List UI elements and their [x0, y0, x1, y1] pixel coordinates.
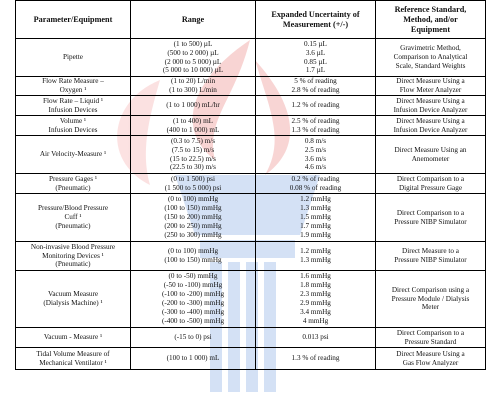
reference-cell [376, 116, 486, 136]
uncertainty-cell-line: 3.6 µL [305, 48, 326, 57]
range-cell-line: (100 to 150) mmHg [164, 204, 222, 213]
range-cell-line: (150 to 200) mmHg [164, 213, 222, 222]
range-cell-line: (22.5 to 30) m/s [170, 163, 216, 172]
range-cell-line: (-50 to -100) mmHg [163, 281, 223, 290]
range-cell [131, 77, 256, 96]
uncertainty-cell [256, 96, 376, 116]
range-cell-line: (100 to 150) mmHg [164, 256, 222, 264]
param-cell-line: Infusion Devices [48, 125, 98, 134]
reference-cell [376, 194, 486, 242]
param-cell [16, 174, 131, 194]
table-header-row [16, 1, 486, 39]
reference-cell-line: Scale, Standard Weights [395, 61, 466, 70]
reference-cell [376, 39, 486, 77]
range-cell [131, 348, 256, 370]
param-cell-line: Vacuum Measure [47, 290, 99, 299]
param-cell-line: Air Velocity-Measure ¹ [39, 150, 107, 159]
range-cell [131, 96, 256, 116]
range-cell [131, 174, 256, 194]
param-cell-line: Volume ¹ [59, 116, 87, 125]
uncertainty-cell [256, 136, 376, 174]
param-cell-line: Vacuum - Measure ¹ [43, 333, 103, 342]
range-cell-line: (1 to 500) µL [173, 39, 213, 48]
reference-cell-line: Pressure Module / Dialysis [391, 294, 470, 303]
reference-cell-line: Direct Comparison to a [396, 208, 465, 217]
range-cell-line: (400 to 1 000) mL [166, 125, 220, 134]
reference-cell-line: Flow Meter Analyzer [399, 86, 462, 94]
uncertainty-cell [256, 328, 376, 348]
uncertainty-cell [256, 174, 376, 194]
reference-cell-line: Direct Measure Using a [396, 96, 465, 105]
table-row [16, 39, 486, 77]
calibration-scope-table [15, 0, 486, 370]
reference-cell-line: Gas Flow Analyzer [402, 358, 459, 367]
uncertainty-cell-line: 2.5 m/s [304, 145, 327, 154]
reference-cell-line: Pressure Standard [404, 337, 457, 346]
param-cell [16, 194, 131, 242]
uncertainty-cell-line: 1.7 µL [305, 66, 326, 75]
reference-cell-line: Direct Measure Using a [396, 116, 465, 125]
range-cell [131, 39, 256, 77]
uncertainty-cell-line: 1.3 mmHg [300, 256, 331, 264]
range-cell-line: (0.3 to 7.5) m/s [170, 136, 216, 145]
uncertainty-cell [256, 348, 376, 370]
param-cell-line: (Dialysis Machine) ¹ [43, 299, 103, 307]
reference-cell-line: Direct Measure Using a [396, 77, 465, 86]
reference-cell [376, 242, 486, 271]
table-row [16, 328, 486, 348]
table-row [16, 96, 486, 116]
param-cell [16, 242, 131, 271]
table-row [16, 116, 486, 136]
uncertainty-cell-line: 2.5 % of reading [291, 116, 340, 125]
param-cell [16, 271, 131, 328]
range-cell [131, 242, 256, 271]
param-cell [16, 39, 131, 77]
header-parameter: Parameter/Equipment [16, 1, 131, 39]
range-cell [131, 328, 256, 348]
range-cell-line: (1 to 1 000) mL/hr [166, 101, 220, 110]
range-cell-line: (1 500 to 5 000) psi [164, 183, 222, 192]
param-cell-line: Flow Rate – Liquid ¹ [42, 96, 104, 105]
uncertainty-cell-line: 3.4 mmHg [300, 307, 331, 316]
reference-cell [376, 174, 486, 194]
table-row [16, 77, 486, 96]
uncertainty-cell-line: 3.6 m/s [304, 154, 327, 163]
reference-cell-line: Infusion Device Analyzer [393, 105, 468, 114]
uncertainty-cell-line: 1.5 mmHg [300, 213, 331, 222]
uncertainty-cell [256, 39, 376, 77]
uncertainty-cell-line: 1.2 mmHg [300, 195, 331, 204]
table-row [16, 242, 486, 271]
table-row [16, 136, 486, 174]
uncertainty-cell-line: 0.8 m/s [304, 136, 327, 145]
param-cell [16, 348, 131, 370]
reference-cell-line: Direct Comparison to a [396, 328, 465, 337]
range-cell-line: (-100 to -200) mmHg [161, 290, 225, 299]
uncertainty-cell-line: 2.3 mmHg [300, 290, 331, 299]
table-row [16, 348, 486, 370]
range-cell-line: (-400 to -500) mmHg [161, 316, 225, 325]
reference-cell-line: Direct Comparison using a [391, 285, 470, 294]
reference-cell-line: Infusion Device Analyzer [393, 125, 468, 134]
table-row [16, 174, 486, 194]
param-cell [16, 328, 131, 348]
range-cell-line: (2 000 to 5 000) µL [164, 57, 222, 66]
param-cell-line: (Pneumatic) [55, 221, 91, 230]
param-cell [16, 77, 131, 96]
reference-cell [376, 271, 486, 328]
range-cell-line: (1 to 20) L/min [170, 77, 216, 86]
param-cell-line: Non-invasive Blood Pressure [30, 242, 116, 251]
range-cell-line: (-200 to -300) mmHg [161, 299, 225, 307]
range-cell-line: (15 to 22.5) m/s [170, 154, 216, 163]
range-cell-line: (100 to 1 000) mL [166, 354, 220, 363]
range-cell-line: (1 to 400) mL [172, 116, 214, 125]
reference-cell-line: Gravimetric Method, [400, 44, 461, 53]
uncertainty-cell-line: 4 mmHg [302, 316, 329, 325]
range-cell-line: (5 000 to 10 000) µL [162, 66, 224, 75]
reference-cell-line: Pressure NIBP Simulator [394, 217, 467, 226]
uncertainty-cell-line: 0.013 psi [302, 333, 329, 342]
uncertainty-cell-line: 1.9 mmHg [300, 230, 331, 239]
uncertainty-cell-line: 1.2 % of reading [291, 101, 340, 110]
reference-cell [376, 96, 486, 116]
reference-cell-line: Direct Comparison to a [396, 174, 465, 183]
range-cell-line: (0 to 1 500) psi [171, 174, 215, 183]
param-cell-line: Flow Rate Measure – [42, 77, 104, 86]
uncertainty-cell-line: 0.2 % of reading [291, 174, 340, 183]
reference-cell-line: Direct Measure to a [402, 247, 459, 256]
reference-cell-line: Direct Measure Using a [396, 349, 465, 358]
reference-cell-line: Direct Measure Using an [394, 145, 467, 154]
header-range: Range [131, 1, 256, 39]
range-cell-line: (1 to 300) L/min [169, 86, 217, 94]
reference-cell [376, 348, 486, 370]
reference-cell [376, 136, 486, 174]
param-cell-line: Monitoring Devices ¹ [42, 251, 104, 260]
uncertainty-cell-line: 0.08 % of reading [289, 183, 342, 192]
param-cell-line: Pressure/Blood Pressure [37, 204, 109, 213]
range-cell [131, 116, 256, 136]
reference-cell-line: Comparison to Analytical [393, 53, 468, 62]
table-row [16, 271, 486, 328]
reference-cell-line: Digital Pressure Gage [398, 183, 463, 192]
uncertainty-cell-line: 5 % of reading [294, 77, 337, 86]
reference-cell-line: Meter [421, 303, 440, 312]
param-cell-line: Mechanical Ventilator ¹ [39, 358, 107, 367]
uncertainty-cell-line: 1.6 mmHg [300, 272, 331, 281]
uncertainty-cell-line: 1.3 % of reading [291, 125, 340, 134]
range-cell-line: (250 to 300) mmHg [164, 230, 222, 239]
reference-cell [376, 328, 486, 348]
param-cell-line: Cuff ¹ [64, 213, 82, 222]
range-cell-line: (-15 to 0) psi [174, 333, 212, 342]
param-cell-line: Tidal Volume Measure of [36, 349, 110, 358]
uncertainty-cell-line: 4.6 m/s [304, 163, 327, 172]
range-cell [131, 136, 256, 174]
uncertainty-cell-line: 1.3 mmHg [300, 204, 331, 213]
param-cell [16, 136, 131, 174]
param-cell-line: Oxygen ¹ [59, 86, 87, 94]
range-cell-line: (-300 to -400) mmHg [161, 307, 225, 316]
param-cell-line: (Pneumatic) [55, 260, 91, 269]
param-cell-line: Infusion Devices [48, 105, 98, 114]
range-cell-line: (7.5 to 15) m/s [171, 145, 215, 154]
param-cell [16, 96, 131, 116]
uncertainty-cell [256, 194, 376, 242]
range-cell-line: (500 to 2 000) µL [167, 48, 219, 57]
uncertainty-cell-line: 1.3 % of reading [291, 354, 340, 363]
param-cell-line: Pressure Gages ¹ [48, 174, 98, 183]
range-cell-line: (0 to 100) mmHg [167, 195, 219, 204]
uncertainty-cell [256, 77, 376, 96]
uncertainty-cell [256, 242, 376, 271]
uncertainty-cell-line: 2.8 % of reading [291, 86, 340, 94]
range-cell-line: (0 to 100) mmHg [167, 247, 219, 256]
reference-cell-line: Anemometer [411, 154, 450, 163]
table-row [16, 194, 486, 242]
reference-cell [376, 77, 486, 96]
header-reference: Reference Standard, Method, and/or Equipment [376, 1, 486, 39]
uncertainty-cell-line: 0.15 µL [304, 39, 327, 48]
range-cell-line: (0 to -50) mmHg [168, 272, 218, 281]
reference-cell-line: Pressure NIBP Simulator [394, 256, 467, 264]
uncertainty-cell [256, 116, 376, 136]
header-uncertainty: Expanded Uncertainty of Measurement (+/-) [256, 1, 376, 39]
range-cell-line: (200 to 250) mmHg [164, 221, 222, 230]
range-cell [131, 271, 256, 328]
uncertainty-cell [256, 271, 376, 328]
param-cell [16, 116, 131, 136]
param-cell-line: (Pneumatic) [55, 183, 91, 192]
uncertainty-cell-line: 1.7 mmHg [300, 221, 331, 230]
uncertainty-cell-line: 2.9 mmHg [300, 299, 331, 307]
uncertainty-cell-line: 1.8 mmHg [300, 281, 331, 290]
uncertainty-cell-line: 0.85 µL [304, 57, 327, 66]
range-cell [131, 194, 256, 242]
uncertainty-cell-line: 1.2 mmHg [300, 247, 331, 256]
param-cell-line: Pipette [63, 53, 83, 62]
